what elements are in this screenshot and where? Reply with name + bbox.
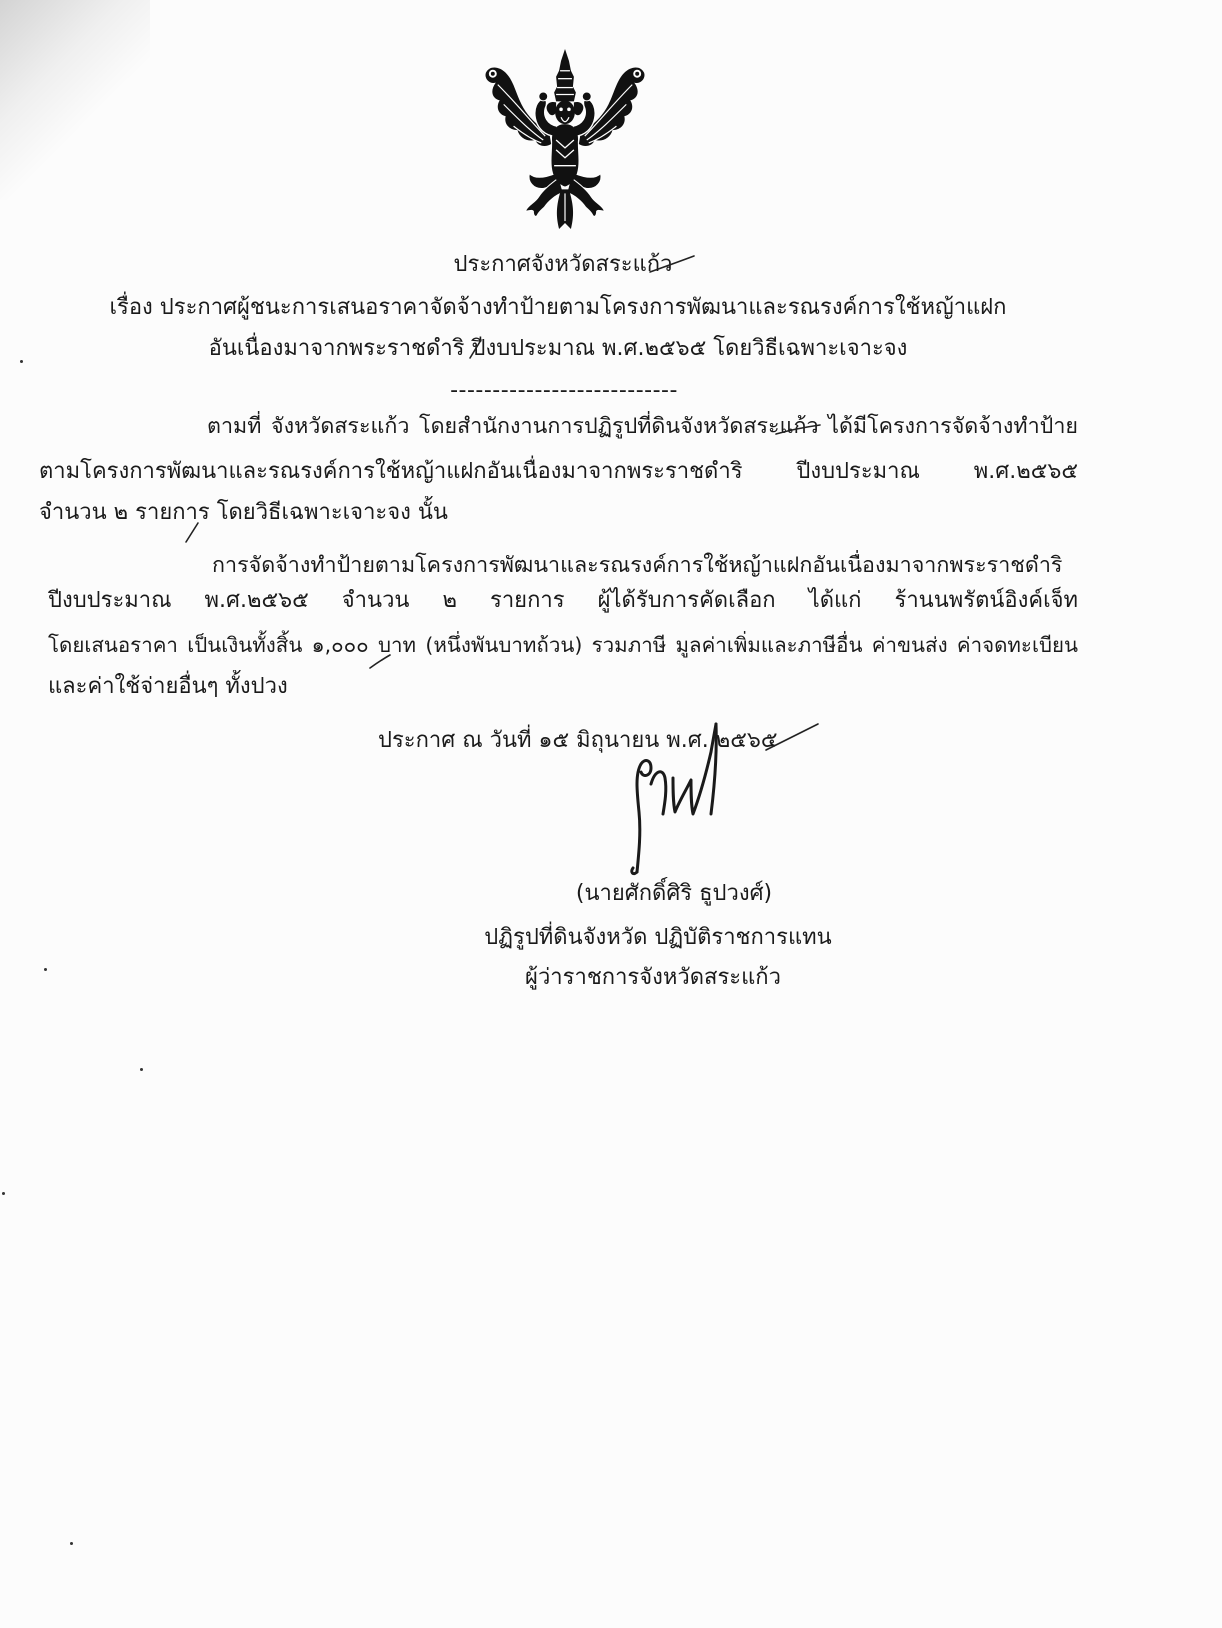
signatory-on-behalf-of: ผู้ว่าราชการจังหวัดสระแก้ว: [525, 965, 781, 990]
signature-stroke: [651, 772, 666, 814]
wing-curl-center: [635, 72, 639, 76]
paragraph-1-line-1: ตามที่ จังหวัดสระแก้ว โดยสำนักงานการปฏิรูปที่ดินจังหวัดสระแก้ว ได้มีโครงการจัดจ้างทำป้าย: [207, 414, 1078, 439]
garuda-ear-right: [574, 102, 583, 115]
scan-shadow: [0, 0, 150, 200]
signatory-name: (นายศักดิ์ศิริ ธูปวงศ์): [575, 881, 773, 906]
scan-speck: [70, 1542, 73, 1545]
paragraph-1-line-2: ตามโครงการพัฒนาและรณรงค์การใช้หญ้าแฝกอันเนื่องมาจากพระราชดำริ ปีงบประมาณ พ.ศ.๒๕๖๕: [39, 459, 1078, 484]
garuda-face: [555, 100, 575, 124]
paragraph-1-line-3: จำนวน ๒ รายการ โดยวิธีเฉพาะเจาะจง นั้น: [39, 500, 448, 525]
garuda-center: [551, 49, 578, 229]
garuda-right-half: [567, 68, 645, 217]
subject-line-2: อันเนื่องมาจากพระราชดำริ ปีงบประมาณ พ.ศ.๒๕๖๕ โดยวิธีเฉพาะเจาะจง: [208, 336, 908, 361]
garuda-hand-right: [582, 92, 591, 101]
signature-stroke: [637, 761, 651, 872]
garuda-left-half: [486, 68, 564, 217]
signature-stroke: [673, 724, 716, 814]
announcement-title: ประกาศจังหวัดสระแก้ว: [453, 252, 673, 277]
scan-speck: [44, 968, 47, 971]
divider-line: ---------------------------: [450, 378, 678, 403]
paragraph-2-line-4: และค่าใช้จ่ายอื่นๆ ทั้งปวง: [48, 674, 288, 699]
signatory-position: ปฏิรูปที่ดินจังหวัด ปฏิบัติราชการแทน: [484, 925, 832, 950]
garuda-ear-left: [547, 102, 556, 115]
garuda-crown: [554, 49, 576, 101]
paragraph-2-line-3: โดยเสนอราคา เป็นเงินทั้งสิ้น ๑,๐๐๐ บาท (หนึ่งพันบาทถ้วน) รวมภาษี มูลค่าเพิ่มและภาษีอื่น ค่าขนส่ง ค่าจดทะเบียน: [48, 633, 1078, 657]
wing-curl-center: [491, 72, 495, 76]
paragraph-2-line-1: การจัดจ้างทำป้ายตามโครงการพัฒนาและรณรงค์การใช้หญ้าแฝกอันเนื่องมาจากพระราชดำริ: [212, 553, 1063, 578]
subject-line-1: เรื่อง ประกาศผู้ชนะการเสนอราคาจัดจ้างทำป้ายตามโครงการพัฒนาและรณรงค์การใช้หญ้าแฝก: [109, 295, 1007, 320]
garuda-hand-left: [539, 92, 548, 101]
scan-speck: [2, 1192, 5, 1195]
scan-speck: [140, 1068, 143, 1071]
garuda-torso: [551, 124, 578, 186]
paragraph-2-line-2: ปีงบประมาณ พ.ศ.๒๕๖๕ จำนวน ๒ รายการ ผู้ได้รับการคัดเลือก ได้แก่ ร้านนพรัตน์อิงค์เจ็ท: [48, 588, 1078, 613]
announcement-date: ประกาศ ณ วันที่ ๑๕ มิถุนายน พ.ศ. ๒๕๖๕: [378, 728, 778, 753]
handwritten-signature: [615, 722, 725, 877]
garuda-emblem-icon: [476, 46, 654, 232]
garuda-eye-left: [559, 108, 563, 112]
scan-speck: [20, 360, 23, 363]
garuda-eye-right: [567, 108, 571, 112]
